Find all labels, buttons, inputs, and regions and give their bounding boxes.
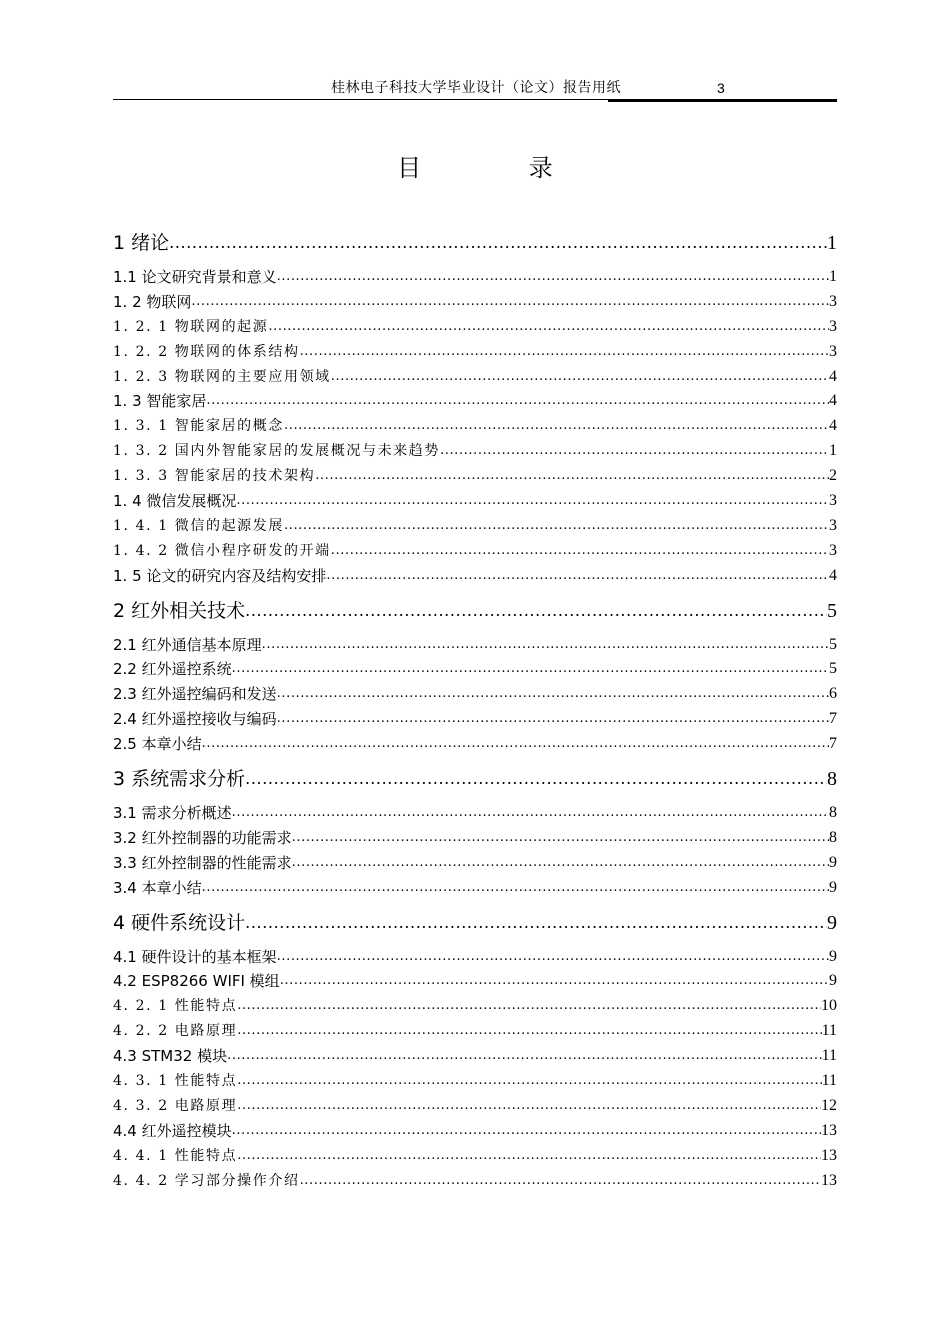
toc-entry-label: 4.4 红外遥控模块 — [113, 1121, 232, 1140]
toc-entry-page: 9 — [829, 972, 837, 990]
toc-entry-label: 4. 2. 1 性能特点 — [113, 998, 238, 1015]
toc-subsection-entry[interactable] — [113, 514, 837, 539]
dot-leader — [245, 910, 827, 936]
dot-leader — [237, 1144, 821, 1169]
toc-entry-page: 3 — [829, 541, 837, 559]
toc-chapter-entry[interactable] — [113, 766, 837, 792]
toc-section-entry[interactable] — [113, 876, 837, 901]
toc-entry-label: 2.2 红外遥控系统 — [113, 660, 232, 679]
dot-leader — [237, 1069, 821, 1094]
toc-entry-label: 2.1 红外通信基本原理 — [113, 635, 262, 654]
toc-entry-page: 8 — [829, 804, 837, 822]
toc-entry-page: 5 — [829, 635, 837, 653]
dot-leader — [277, 707, 829, 732]
toc-entry-page: 4 — [829, 417, 837, 435]
toc-title: 目 录 — [397, 154, 603, 182]
toc-entry-page: 13 — [821, 1171, 837, 1189]
toc-entry-page: 5 — [829, 660, 837, 678]
dot-leader — [292, 851, 829, 876]
dot-leader — [206, 389, 829, 414]
toc-entry-label: 4.2 ESP8266 WIFI 模组 — [113, 972, 280, 991]
toc-entry-label: 1. 2 物联网 — [113, 292, 192, 311]
dot-leader — [300, 340, 829, 365]
toc-entry-page: 13 — [821, 1121, 837, 1139]
dot-leader — [268, 315, 829, 340]
toc-subsection-entry[interactable] — [113, 1169, 837, 1194]
toc-subsection-entry[interactable] — [113, 414, 837, 439]
dot-leader — [315, 464, 829, 489]
toc-section-entry[interactable] — [113, 657, 837, 682]
toc-entry-label: 2.5 本章小结 — [113, 735, 202, 754]
toc-entry-label: 3.4 本章小结 — [113, 878, 202, 897]
dot-leader — [280, 969, 829, 994]
toc-entry-page: 9 — [829, 878, 837, 896]
toc-entry-page: 11 — [821, 1022, 837, 1040]
toc-entry-page: 3 — [829, 317, 837, 335]
dot-leader — [326, 564, 829, 589]
toc-entry-page: 3 — [829, 292, 837, 310]
toc-entry-page: 8 — [829, 828, 837, 846]
toc-entry-page: 11 — [821, 1072, 837, 1090]
toc-entry-label: 1. 3. 1 智能家居的概念 — [113, 418, 284, 435]
dot-leader — [232, 1119, 821, 1144]
toc-entry-label: 1. 3 智能家居 — [113, 392, 207, 411]
dot-leader — [232, 657, 829, 682]
toc-entry-page: 4 — [829, 566, 837, 584]
toc-entry-page: 1 — [829, 442, 837, 460]
toc-entry-label: 4.3 STM32 模块 — [113, 1047, 228, 1066]
dot-leader — [237, 994, 821, 1019]
dot-leader — [227, 1044, 821, 1069]
toc-section-entry[interactable] — [113, 1119, 837, 1144]
toc-subsection-entry[interactable] — [113, 539, 837, 564]
toc-section-entry[interactable] — [113, 564, 837, 589]
dot-leader — [331, 539, 829, 564]
toc-section-entry[interactable] — [113, 732, 837, 757]
toc-section-entry[interactable] — [113, 945, 837, 970]
toc-entry-page: 9 — [827, 911, 837, 934]
toc-section-entry[interactable] — [113, 389, 837, 414]
header-page-number: 3 — [717, 80, 725, 96]
toc-entry-page: 4 — [829, 392, 837, 410]
toc-entry-label: 2 红外相关技术 — [113, 599, 246, 622]
toc-entry-label: 4. 3. 2 电路原理 — [113, 1097, 238, 1114]
toc-entry-page: 12 — [821, 1096, 837, 1114]
toc-entry-page: 1 — [827, 232, 837, 254]
dot-leader — [440, 439, 829, 464]
toc-entry-page: 3 — [829, 516, 837, 534]
toc-entry-label: 1. 4. 2 微信小程序研发的开端 — [113, 542, 331, 559]
toc-subsection-entry[interactable] — [113, 1094, 837, 1119]
toc-entry-label: 1. 3. 2 国内外智能家居的发展概况与未来趋势 — [113, 443, 440, 460]
toc-subsection-entry[interactable] — [113, 1019, 837, 1044]
dot-leader — [331, 365, 829, 390]
dot-leader — [237, 1019, 821, 1044]
toc-entry-label: 3.3 红外控制器的性能需求 — [113, 853, 292, 872]
toc-subsection-entry[interactable] — [113, 464, 837, 489]
toc-entry-page: 3 — [829, 342, 837, 360]
toc-entry-page: 7 — [829, 710, 837, 728]
dot-leader — [300, 1169, 821, 1194]
toc-subsection-entry[interactable] — [113, 365, 837, 390]
toc-entry-page: 1 — [829, 267, 837, 285]
table-of-contents — [113, 230, 837, 1194]
toc-section-entry[interactable] — [113, 489, 837, 514]
toc-section-entry[interactable] — [113, 851, 837, 876]
toc-entry-label: 3.2 红外控制器的功能需求 — [113, 828, 292, 847]
toc-entry-page: 7 — [829, 735, 837, 753]
dot-leader — [245, 766, 827, 792]
toc-section-entry[interactable] — [113, 826, 837, 851]
dot-leader — [191, 290, 829, 315]
toc-chapter-entry[interactable] — [113, 230, 837, 256]
toc-entry-page: 5 — [827, 599, 837, 622]
toc-entry-label: 1. 4 微信发展概况 — [113, 492, 237, 510]
toc-entry-label: 1. 2. 3 物联网的主要应用领域 — [113, 368, 331, 385]
toc-entry-label: 4. 4. 2 学习部分操作介绍 — [113, 1172, 300, 1189]
toc-entry-page: 4 — [829, 367, 837, 385]
header-title: 桂林电子科技大学毕业设计（论文）报告用纸 — [331, 80, 621, 96]
toc-entry-label: 1.1 论文研究背景和意义 — [113, 267, 277, 286]
toc-entry-page: 9 — [829, 947, 837, 965]
toc-entry-page: 3 — [829, 492, 837, 509]
toc-entry-page: 6 — [829, 685, 837, 703]
dot-leader — [277, 682, 829, 707]
dot-leader — [237, 1094, 821, 1119]
dot-leader — [292, 826, 829, 851]
dot-leader — [284, 514, 829, 539]
dot-leader — [169, 230, 827, 256]
toc-entry-page: 10 — [821, 997, 837, 1015]
toc-entry-label: 2.3 红外遥控编码和发送 — [113, 685, 277, 704]
toc-section-entry[interactable] — [113, 265, 837, 290]
toc-subsection-entry[interactable] — [113, 340, 837, 365]
toc-section-entry[interactable] — [113, 1044, 837, 1069]
toc-entry-label: 3 系统需求分析 — [113, 768, 246, 791]
toc-chapter-entry[interactable] — [113, 598, 837, 624]
toc-entry-page: 2 — [829, 467, 837, 485]
dot-leader — [245, 598, 827, 624]
toc-subsection-entry[interactable] — [113, 1144, 837, 1169]
toc-entry-label: 1. 2. 2 物联网的体系结构 — [113, 343, 300, 360]
toc-entry-label: 4 硬件系统设计 — [113, 911, 246, 934]
toc-subsection-entry[interactable] — [113, 439, 837, 464]
toc-section-entry[interactable] — [113, 707, 837, 732]
toc-section-entry[interactable] — [113, 801, 837, 826]
toc-subsection-entry[interactable] — [113, 315, 837, 340]
header-rule-thick — [608, 99, 837, 102]
dot-leader — [202, 732, 829, 757]
toc-entry-label: 1. 2. 1 物联网的起源 — [113, 318, 269, 335]
toc-entry-page: 8 — [827, 768, 837, 791]
toc-section-entry[interactable] — [113, 633, 837, 658]
toc-subsection-entry[interactable] — [113, 1069, 837, 1094]
toc-entry-page: 9 — [829, 853, 837, 871]
dot-leader — [236, 489, 829, 514]
dot-leader — [232, 801, 829, 826]
dot-leader — [277, 945, 829, 970]
toc-entry-label: 4.1 硬件设计的基本框架 — [113, 947, 277, 966]
toc-entry-label: 2.4 红外遥控接收与编码 — [113, 710, 277, 729]
dot-leader — [277, 265, 829, 290]
toc-entry-label: 1. 5 论文的研究内容及结构安排 — [113, 566, 327, 585]
toc-entry-label: 1. 4. 1 微信的起源发展 — [113, 517, 284, 534]
dot-leader — [202, 876, 829, 901]
toc-section-entry[interactable] — [113, 969, 837, 994]
dot-leader — [284, 414, 829, 439]
toc-section-entry[interactable] — [113, 682, 837, 707]
page-header — [113, 78, 837, 100]
toc-entry-label: 3.1 需求分析概述 — [113, 804, 232, 823]
toc-entry-label: 4. 3. 1 性能特点 — [113, 1073, 238, 1090]
toc-entry-label: 1 绪论 — [113, 232, 170, 254]
toc-entry-label: 4. 4. 1 性能特点 — [113, 1147, 238, 1164]
toc-entry-page: 13 — [821, 1146, 837, 1164]
dot-leader — [262, 633, 829, 658]
toc-section-entry[interactable] — [113, 290, 837, 315]
toc-subsection-entry[interactable] — [113, 994, 837, 1019]
toc-chapter-entry[interactable] — [113, 910, 837, 936]
toc-entry-label: 4. 2. 2 电路原理 — [113, 1023, 238, 1040]
toc-entry-page: 11 — [821, 1047, 837, 1065]
toc-entry-label: 1. 3. 3 智能家居的技术架构 — [113, 468, 316, 485]
